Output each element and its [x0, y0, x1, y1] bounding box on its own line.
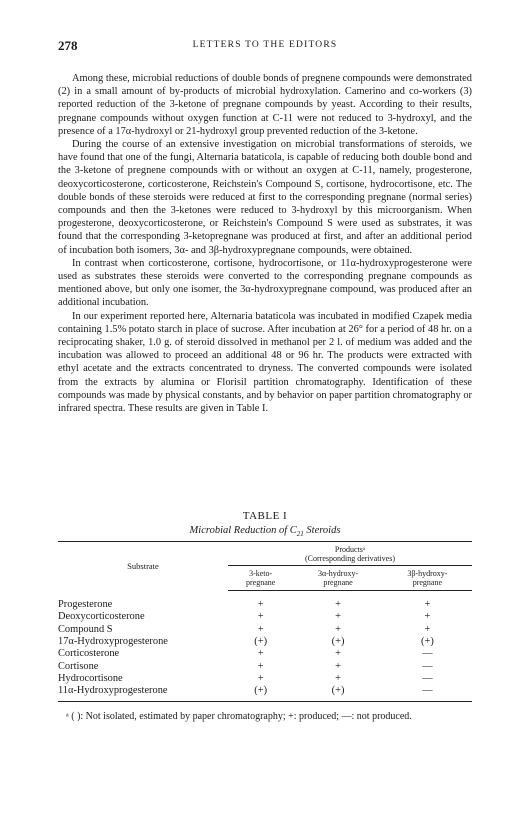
value-cell: + — [335, 672, 341, 684]
table-row — [58, 624, 472, 636]
substrate-cell: Deoxycorticosterone — [58, 611, 145, 623]
value-cell: + — [424, 599, 431, 611]
substrate-cell: Corticosterone — [58, 648, 120, 660]
table-row — [58, 636, 472, 648]
value-cell: + — [335, 660, 341, 672]
paragraph: During the course of an extensive investigation on microbial transformations of steroids, we have found that one of the fungi, Alternaria bataticola, is capable of reducing both double bond and the 3-ketone of pregnene compounds with or without an oxygen at C-11, namely, progesterone, deoxycorticosterone, corticosterone, Reichstein's Compound S, cortisone, hydrocortisone, etc. The double bonds of these steroids were reduced at first to the corresponding pregnane (normal series) compounds and then the 3-ketones were reduced to 3-hydroxyl by this microorganism. When progesterone, deoxycorticosterone, or Reichstein's Compound S were used as substrates, it was found that the corresponding 3-ketopregnane was produced at first, and after an additional period of incubation both isomers, 3α- and 3β-hydroxypregnane compounds, were obtained. — [58, 139, 472, 256]
table-row — [58, 661, 472, 673]
table-block — [58, 510, 472, 723]
table-row — [58, 591, 472, 612]
substrate-cell: 11α-Hydroxyprogesterone — [58, 685, 228, 702]
products-header — [228, 542, 472, 566]
page-number: 278 — [58, 38, 78, 53]
value-cell: (+) — [254, 635, 268, 647]
page-header — [58, 38, 472, 54]
value-cell: — — [383, 685, 472, 702]
body-text — [58, 72, 472, 415]
value-cell: — — [422, 672, 433, 684]
value-cell: + — [257, 623, 264, 635]
products-header-line2: (Corresponding derivatives) — [305, 554, 395, 564]
value-cell: + — [424, 623, 431, 635]
value-cell: + — [257, 611, 264, 623]
table-row — [58, 611, 472, 623]
value-cell: + — [335, 648, 341, 660]
value-cell: — — [422, 660, 433, 672]
substrate-cell: 17α-Hydroxyprogesterone — [58, 635, 168, 647]
value-cell: + — [335, 623, 341, 635]
table-title: TABLE I — [242, 510, 288, 522]
table-row — [58, 673, 472, 685]
substrate-cell: Compound S — [58, 623, 113, 635]
value-cell: + — [257, 599, 264, 611]
substrate-header: Substrate — [58, 542, 228, 591]
value-cell: — — [422, 648, 433, 660]
value-cell: (+) — [331, 635, 345, 647]
paragraph: Among these, microbial reductions of double bonds of pregnene compounds were demonstrated (2) in a small amount of by-products of microbial hydroxylation. Camerino and co-workers (3) reported reduction of the 3-ketone of pregnane compounds by yeast. According to their results, pregnane compounds without oxygen function at C-11 were not reduced to 3-hydroxyl, and the presence of a 17α-hydroxyl or 21-hydroxyl group prevented reduction of the 3-ketone. — [58, 73, 472, 137]
value-cell: + — [424, 611, 431, 623]
value-cell: + — [257, 648, 264, 660]
value-cell: + — [335, 599, 341, 611]
table-row — [58, 648, 472, 660]
column-header-3-keto: 3-keto- pregnane — [228, 566, 293, 591]
table-row — [58, 685, 472, 702]
substrate-cell: Progesterone — [58, 598, 113, 610]
table-footnote: ᵃ ( ): Not isolated, estimated by paper chromatography; +: produced; —: not produced. — [66, 711, 412, 723]
substrate-cell: Hydrocortisone — [58, 672, 123, 684]
running-head: LETTERS TO THE EDITORS — [192, 40, 338, 50]
value-cell: (+) — [228, 685, 293, 702]
products-header-line1: Productsᵃ — [334, 545, 366, 555]
table-subtitle-prefix: Microbial Reduction of C — [189, 525, 297, 536]
value-cell: (+) — [421, 635, 434, 647]
column-header-3a-hydroxy: 3α-hydroxy- pregnane — [293, 566, 382, 591]
value-cell: + — [257, 660, 264, 672]
paragraph: In our experiment reported here, Alternaria bataticola was incubated in modified Czapek media containing 1.5% potato starch in place of sucrose. After incubation at 26° for a period of 48 hr. on a reciprocating shaker, 1.0 g. of steroid dissolved in methanol per 2 l. of medium was added and the incubation was allowed to proceed an additional 48 or 96 hr. The products were extracted with ethyl acetate and the extracts concentrated to dryness. The converted compounds were isolated from the extracts by alumina or Florisil partition chromatography. Identification of these compounds was made by physical constants, and by behavior on paper partition chromatography or infrared spectra. These results are given in Table I. — [58, 310, 472, 415]
results-table — [58, 541, 472, 702]
value-cell: + — [335, 611, 341, 623]
column-header-3b-hydroxy: 3β-hydroxy- pregnane — [383, 566, 472, 591]
table-subtitle — [58, 525, 472, 538]
value-cell: (+) — [293, 685, 382, 702]
substrate-cell: Cortisone — [58, 660, 99, 672]
table-subtitle-subscript: 21 — [296, 530, 304, 539]
value-cell: + — [257, 672, 264, 684]
paragraph: In contrast when corticosterone, cortisone, hydrocortisone, or 11α-hydroxyprogesterone were used as substrates these steroids were converted to the corresponding pregnane compounds as mentioned above, but only one isomer, the 3α-hydroxypregnane compound, was produced after an additional incubation. — [58, 257, 472, 309]
table-subtitle-suffix: Steroids — [303, 525, 341, 536]
